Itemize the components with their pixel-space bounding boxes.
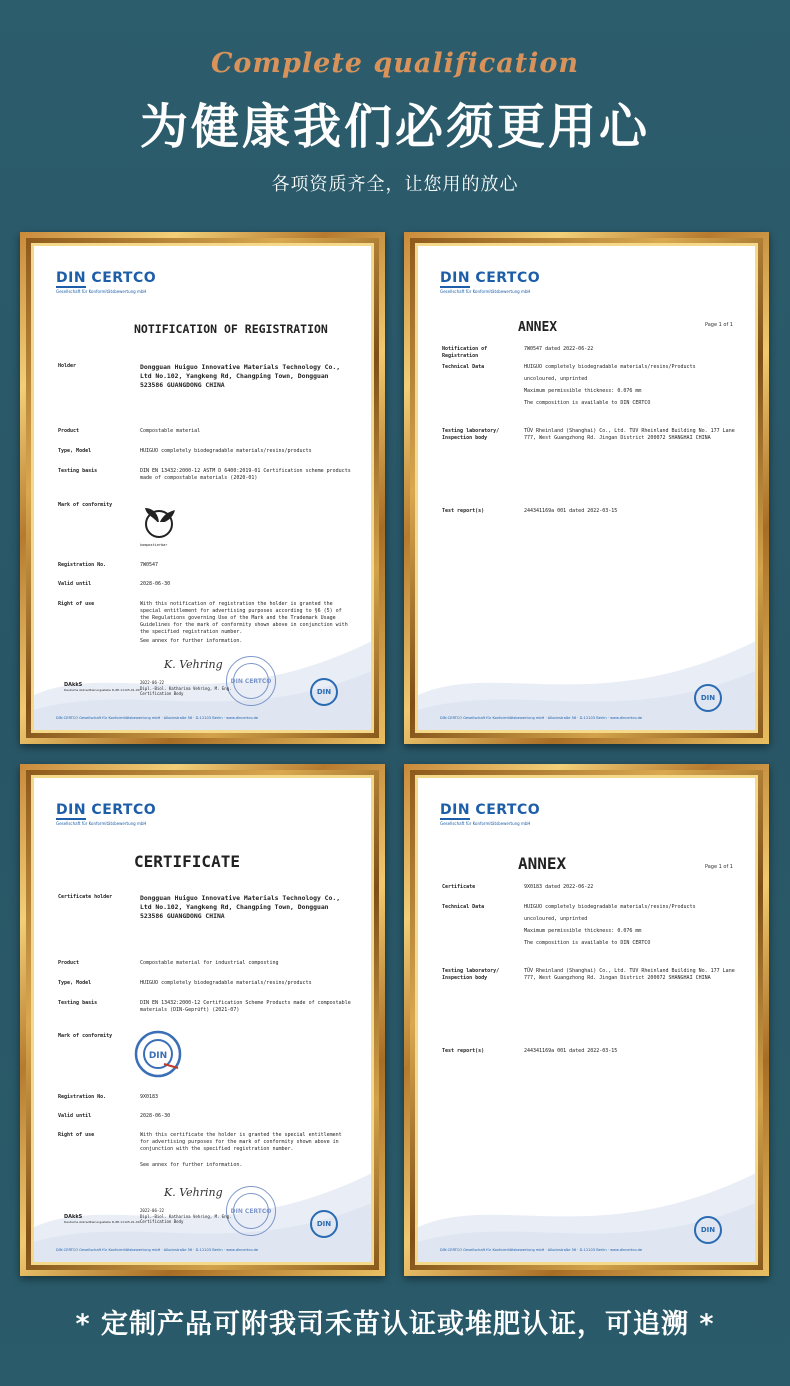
annex-note: See annex for further information. — [140, 1162, 243, 1168]
annex-note: See annex for further information. — [140, 638, 243, 644]
doc-title: CERTIFICATE — [134, 852, 240, 871]
logo-subtitle: Gesellschaft für Konformitätsbewertung mbH — [440, 821, 531, 826]
din-geprueft-mark-icon — [134, 1030, 182, 1078]
din-certco-stamp: DIN CERTCO — [226, 1186, 276, 1236]
page-number: Page 1 of 1 — [704, 322, 733, 328]
din-certco-logo: DIN CERTCO — [56, 270, 157, 286]
footer-address: DIN CERTCO Gesellschaft für Konformitätsbewertung mbH · Alboinstraße 56 · D-12103 Berlin · www.dincertco.de — [440, 1248, 643, 1252]
din-certco-stamp: DIN CERTCO — [226, 656, 276, 706]
footer-note: * 定制产品可附我司禾苗认证或堆肥认证，可追溯 * — [75, 1309, 715, 1340]
registration-document: DIN CERTCO Gesellschaft für Konformitätsbewertung mbH NOTIFICATION OF REGISTRATION Holder Dongguan Huiguo Innovative Materials Technology Co., Ltd No.102, Yangkeng Rd, Changping Town, Dongguan 523586 GUANGDONG CHINA Product Compostable material Type, Model HUIGUO completely biodegradable materials/resins/products Testing basis DIN EN 13432:2000-12 ASTM D 6400:2019-01 Certification scheme products made of compostable materials (2020-01) Mark of conformity kompostierbar Registration No. 7W0547 Valid until 2028-06-30 Right of use With this notification of registration the holder is granted the special entitlement for advertising purposes according to §6 (5) of the Regulations governing Use of the Mark and the Trademark Usage Guidelines for the mark of conformity shown above in conjunction with the specified registration number. See annex for further information. K. Vehring DIN CERTCO 2022-06-22 Dipl.-Biol. Katharina Vehring, M. Eng. Certification Body DAkkS Deutsche Akkreditierungsstelle D-ZE-11125-01-00 DIN DIN CERTCO Gesellschaft für Konformitätsbewertung mbH · Alboinstraße 56 · D-12103 Berlin · www.dincertco.de — [34, 246, 371, 730]
signatory-block: 2022-06-22 Dipl.-Biol. Katharina Vehring, M. Eng. Certification Body — [140, 680, 232, 696]
din-seal-icon: DIN — [310, 678, 338, 706]
seedling-mark-icon — [139, 502, 179, 542]
certificate-frame-annex-1 — [404, 232, 769, 744]
din-certco-logo: DIN CERTCO — [56, 802, 157, 818]
certificate-frame-registration — [20, 232, 385, 744]
doc-title: NOTIFICATION OF REGISTRATION — [134, 322, 328, 336]
din-certco-logo: DIN CERTCO — [440, 270, 541, 286]
footer-address: DIN CERTCO Gesellschaft für Konformitätsbewertung mbH · Alboinstraße 56 · D-12103 Berlin · www.dincertco.de — [440, 716, 643, 720]
english-title: Complete qualification — [210, 48, 580, 79]
svg-text:DIN: DIN — [148, 1051, 168, 1061]
footer-address: DIN CERTCO Gesellschaft für Konformitätsbewertung mbH · Alboinstraße 56 · D-12103 Berlin · www.dincertco.de — [56, 716, 259, 720]
chinese-title: 为健康我们必须更用心 — [139, 99, 650, 155]
din-seal-icon: DIN — [310, 1210, 338, 1238]
certificate-frame-certificate — [20, 764, 385, 1276]
footer-address: DIN CERTCO Gesellschaft für Konformitätsbewertung mbH · Alboinstraße 56 · D-12103 Berlin · www.dincertco.de — [56, 1248, 259, 1252]
signature: K. Vehring — [164, 1186, 223, 1199]
annex-document-1: DIN CERTCO Gesellschaft für Konformitätsbewertung mbH ANNEX Page 1 of 1 Notification of Registration 7W0547 dated 2022-06-22 Technical Data HUIGUO completely biodegradable materials/resins/Products uncoloured, unprinted Maximum permissible thickness: 0.076 mm The composition is available to DIN CERTCO Testing laboratory/ Inspection body TÜV Rheinland (Shanghai) Co., Ltd. TUV Rheinland Building No. 177 Lane 777, West Guangzhong Rd. Jingan District 200072 SHANGHAI CHINA Test report(s) 244341169a 001 dated 2022-03-15 DIN DIN CERTCO Gesellschaft für Konformitätsbewertung mbH · Alboinstraße 56 · D-12103 Berlin · www.dincertco.de — [418, 246, 755, 730]
certificate-document: DIN CERTCO Gesellschaft für Konformitätsbewertung mbH CERTIFICATE Certificate holder Dongguan Huiguo Innovative Materials Technology Co., Ltd No.102, Yangkeng Rd, Changping Town, Dongguan 523586 GUANGDONG CHINA Product Compostable material for industrial composting Type, Model HUIGUO completely biodegradable materials/resins/products Testing basis DIN EN 13432:2000-12 Certification Scheme Products made of compostable materials (DIN-Geprüft) (2021-07) Mark of conformity DIN Registration No. 9X0183 Valid until 2028-06-30 Right of use With this certificate the holder is granted the special entitlement for advertising purposes for the mark of conformity shown above in conjunction with the specified registration number. See annex for further information. K. Vehring DIN CERTCO 2022-06-22 Dipl.-Biol. Katharina Vehring, M. Eng. Certification Body DAkkS Deutsche Akkreditierungsstelle D-ZE-11125-01-00 DIN DIN CERTCO Gesellschaft für Konformitätsbewertung mbH · Alboinstraße 56 · D-12103 Berlin · www.dincertco.de — [34, 778, 371, 1262]
page-number: Page 1 of 1 — [704, 864, 733, 870]
signature: K. Vehring — [164, 658, 223, 671]
doc-title: ANNEX — [518, 320, 558, 335]
dakks-logo: DAkkS Deutsche Akkreditierungsstelle D-ZE-11125-01-00 — [64, 1214, 140, 1224]
logo-subtitle: Gesellschaft für Konformitätsbewertung mbH — [56, 289, 147, 294]
chinese-subtitle: 各项资质齐全，让您用的放心 — [271, 174, 519, 195]
din-seal-icon: DIN — [694, 1216, 722, 1244]
doc-title: ANNEX — [518, 854, 567, 873]
din-certco-logo: DIN CERTCO — [440, 802, 541, 818]
logo-subtitle: Gesellschaft für Konformitätsbewertung mbH — [56, 821, 147, 826]
logo-subtitle: Gesellschaft für Konformitätsbewertung mbH — [440, 289, 531, 294]
annex-document-2: DIN CERTCO Gesellschaft für Konformitätsbewertung mbH ANNEX Page 1 of 1 Certificate 9X0183 dated 2022-06-22 Technical Data HUIGUO completely biodegradable materials/resins/Products uncoloured, unprinted Maximum permissible thickness: 0.076 mm The composition is available to DIN CERTCO Testing laboratory/ Inspection body TÜV Rheinland (Shanghai) Co., Ltd. TUV Rheinland Building No. 177 Lane 777, West Guangzhong Rd. Jingan District 200072 SHANGHAI CHINA Test report(s) 244341169a 001 dated 2022-03-15 DIN DIN CERTCO Gesellschaft für Konformitätsbewertung mbH · Alboinstraße 56 · D-12103 Berlin · www.dincertco.de — [418, 778, 755, 1262]
din-seal-icon: DIN — [694, 684, 722, 712]
signatory-block: 2022-06-22 Dipl.-Biol. Katharina Vehring, M. Eng. Certification Body — [140, 1208, 232, 1224]
mark-caption: kompostierbar — [140, 543, 168, 547]
certificate-frame-annex-2 — [404, 764, 769, 1276]
dakks-logo: DAkkS Deutsche Akkreditierungsstelle D-ZE-11125-01-00 — [64, 682, 140, 692]
